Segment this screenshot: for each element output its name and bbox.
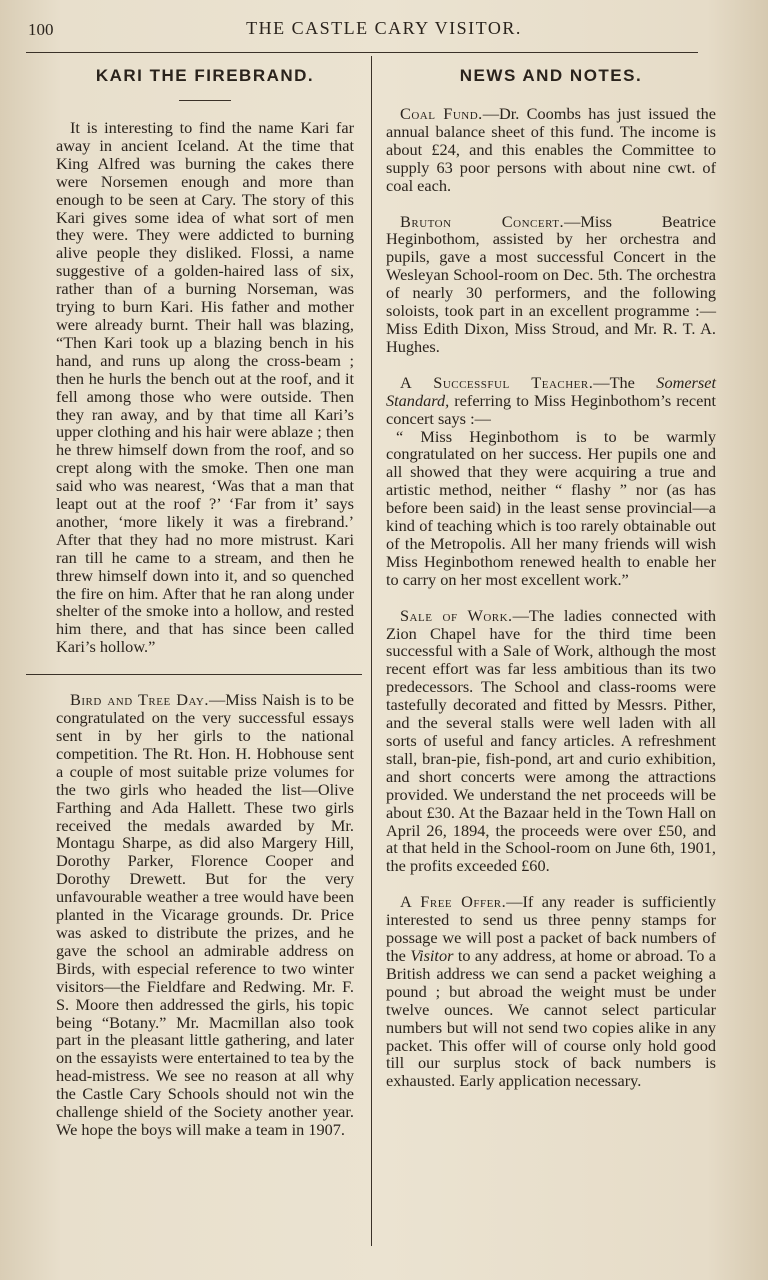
successful-teacher-body-before: —The [593, 372, 657, 392]
sale-of-work-body: —The ladies connected with Zion Chapel have for the third time been successful with a Sale of Work, although the most recent effort was far less ambitious than its two predecessors. The School and class-rooms were tastefully decorated and fitted by Messrs. Pither, and the several stalls were well laden with all sorts of useful and fancy articles. A refreshment stall, bran-pie, fish-pond, art and curio exhibition, and short concerts were among the attractions provided. We understand the net proceeds will be about £30. At the Bazaar held in the Town Hall on April 26, 1894, the proceeds were over £50, and at that held in the School-room on June 6th, 1901, the profits exceeded £60. [386, 605, 717, 876]
visitor-magazine-name: Visitor [410, 945, 454, 965]
successful-teacher-body-after: referring to Miss Heginbothom’s recent concert says :— [386, 390, 716, 428]
bird-tree-day-paragraph [56, 691, 354, 1139]
news-notes-title: NEWS AND NOTES. [459, 66, 643, 85]
bird-tree-day-body: —Miss Naish is to be congratulated on the very successful essays sent in by her girls to the national competition. The Rt. Hon. H. Hobhouse sent a couple of most suitable prize volumes for the two girls who headed the list—Olive Farthing and Ada Hallett. These two girls received the medals awarded by Mr. Montagu Sharpe, as did also Margery Hill, Dorothy Parker, Florence Cooper and Dorothy Drewett. But for the very unfavourable weather a tree would have been planted in the Vicarage grounds. Dr. Price was asked to distribute the prizes, and he gave the school an admirable address on Birds, with especial reference to two winter visitors—the Fieldfare and Redwing. Mr. F. S. Moore then addressed the girls, his topic being “Botany.” Mr. Macmillan also took part in the pleasant little gathering, and later on the essayists were entertained to tea by the head-mistress. We see no reason at all why the Castle Cary Schools should not win the challenge shield of the Society another year. We hope the boys will make a team in 1907. [56, 690, 354, 1139]
somerset-standard-name: Somerset Standard, [386, 372, 716, 410]
successful-teacher-heading: A Successful Teacher. [400, 372, 594, 392]
free-offer-heading: A Free Offer. [400, 892, 507, 912]
free-offer-body-after: to any address, at home or abroad. To a British address we can send a packet weighing a pound ; but abroad the weight must be under twelve ounces. We cannot select particular numbers but will not send two copies alike in any packet. This offer will of course only hold good till our surplus stock of back numbers is exhausted. Early application necessary. [386, 945, 716, 1091]
left-column [56, 62, 354, 1139]
publication-title: THE CASTLE CARY VISITOR. [246, 18, 522, 38]
successful-teacher-paragraph [386, 374, 716, 428]
sale-of-work-paragraph [386, 607, 716, 876]
right-column [386, 62, 716, 1090]
bruton-concert-heading: Bruton Concert. [400, 211, 565, 231]
bruton-concert-paragraph [386, 213, 716, 356]
free-offer-body-before: —If any reader is sufficiently interested to send us three penny stamps for possage we will post a packet of back numbers of the [386, 892, 716, 965]
column-divider [371, 56, 372, 1246]
successful-teacher-quote: “ Miss Heginbothom is to be warmly congratulated on her success. Her pupils one and all showed that they were acquiring a true and artistic method, neither “ flashy ” nor (as has before been said) in the least sense provincial—a kind of teaching which is too rarely obtainable out of the Metropolis. All her many friends will wish Miss Heginbothom renewed health to enable her to carry on her most excellent work.” [386, 426, 716, 589]
page-number: 100 [28, 20, 54, 39]
sale-of-work-heading: Sale of Work. [400, 605, 513, 625]
section-separator [26, 674, 362, 675]
bruton-concert-body: —Miss Beatrice Heginbothom, assisted by her orchestra and pupils, gave a most successful Concert in the Wesleyan School-room on Dec. 5th. The orchestra of nearly 30 performers, and the following soloists, took part in an excellent programme :—Miss Edith Dixon, Miss Stroud, and Mr. R. T. A. Hughes. [386, 211, 716, 356]
free-offer-paragraph [386, 893, 716, 1090]
coal-fund-heading: Coal Fund. [400, 104, 483, 123]
kari-article-title: KARI THE FIREBRAND. [95, 66, 315, 85]
title-rule [179, 100, 231, 101]
coal-fund-paragraph [386, 105, 716, 195]
kari-article-body: It is interesting to find the name Kari far away in ancient Iceland. At the time that King Alfred was burning the cakes there were Norsemen enough and more than enough to be seen at Cary. The story of this Kari gives some idea of what sort of men they were. They were addicted to burning alive people they disliked. Flossi, a name suggestive of a golden-haired lass of six, rather than of a burning Norseman, was trying to burn Kari. His father and mother were already burnt. Their hall was blazing, “Then Kari took up a blazing bench in his hand, and runs up along the cross-beam ; then he hurls the bench out at the roof, and it fell among those who were outside. Then they ran away, and by that time all Kari’s upper clothing and his hair were ablaze ; then he threw himself down from the roof, and so crept along with the smoke. Then one man said who was nearest, ‘Was that a man that leapt out at the roof ?’ ‘Far from it’ says another, ‘more likely it was a firebrand.’ After that they had no more mistrust. Kari ran till he came to a stream, and then he threw himself down into it, and so quenched the fire on him. After that he ran along under shelter of the smoke into a hollow, and rested him there, and that has since been called Kari’s hollow.” [56, 118, 354, 657]
coal-fund-body: —Dr. Coombs has just issued the annual balance sheet of this fund. The income is about £24, and this enables the Committee to supply 63 poor persons with about nine cwt. of coal each. [386, 104, 716, 195]
header-rule [26, 52, 698, 53]
bird-tree-day-heading: Bird and Tree Day. [70, 690, 209, 710]
